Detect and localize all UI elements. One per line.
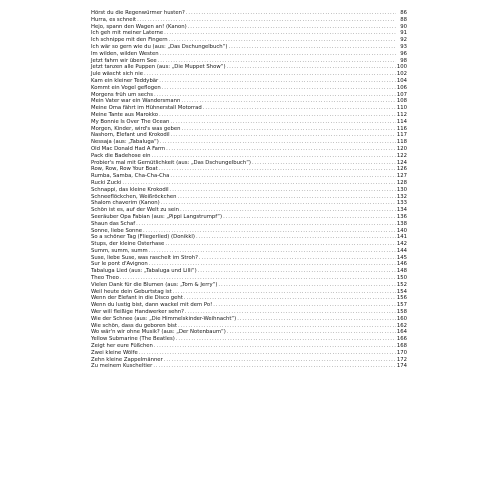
dot-leader xyxy=(149,261,396,268)
toc-entry xyxy=(91,194,407,201)
toc-entry xyxy=(91,166,407,173)
page-number: 126 xyxy=(396,166,407,173)
entry-title: Nessaja (aus: „Tabaluga“) xyxy=(91,139,159,146)
page-number: 122 xyxy=(396,152,407,159)
entry-title: Zehn kleine Zappelmänner xyxy=(91,356,163,363)
dot-leader xyxy=(136,221,396,228)
dot-leader xyxy=(160,139,396,146)
page-number: 148 xyxy=(396,268,407,275)
dot-leader xyxy=(160,51,396,58)
page-number: 112 xyxy=(396,111,407,118)
toc-entry xyxy=(91,228,407,235)
toc-entry xyxy=(91,44,407,51)
page-number: 96 xyxy=(400,50,407,57)
page-number: 146 xyxy=(396,261,407,268)
page-number: 141 xyxy=(396,234,407,241)
toc-entry xyxy=(91,207,407,214)
page-number: 174 xyxy=(396,363,407,370)
entry-title: Shalom chaverim (Kanon) xyxy=(91,200,160,207)
dot-leader xyxy=(122,180,396,187)
dot-leader xyxy=(227,64,396,71)
dot-leader xyxy=(158,58,396,65)
toc-entry xyxy=(91,221,407,228)
entry-title: Wenn der Elefant in die Disco geht xyxy=(91,295,183,302)
page-number: 133 xyxy=(396,200,407,207)
entry-title: Weil heute dein Geburtstag ist xyxy=(91,288,172,295)
dot-leader xyxy=(120,275,396,282)
dot-leader xyxy=(169,37,396,44)
toc-entry xyxy=(91,268,407,275)
toc-entry xyxy=(91,302,407,309)
dot-leader xyxy=(177,194,395,201)
toc-entry xyxy=(91,160,407,167)
toc-entry xyxy=(91,51,407,58)
entry-title: Ich schnippe mit den Fingern xyxy=(91,37,168,44)
dot-leader xyxy=(154,343,396,350)
page-number: 114 xyxy=(396,118,407,125)
dot-leader xyxy=(144,71,396,78)
entry-title: Wie der Schnee (aus: „Die Himmelskinder-Weihnacht“) xyxy=(91,315,237,322)
toc-entry xyxy=(91,98,407,105)
toc-entry xyxy=(91,92,407,99)
dot-leader xyxy=(139,350,396,357)
toc-entry xyxy=(91,357,407,364)
toc-entry xyxy=(91,24,407,31)
page-number: 117 xyxy=(396,132,407,139)
page-number: 138 xyxy=(396,220,407,227)
entry-title: Jetzt fahrn wir übern See xyxy=(91,57,157,64)
toc-entry xyxy=(91,214,407,221)
toc-entry xyxy=(91,10,407,17)
entry-title: Ich wär so gern wie du (aus: „Das Dschungelbuch“) xyxy=(91,43,228,50)
dot-leader xyxy=(223,214,396,221)
dot-leader xyxy=(152,153,396,160)
entry-title: So a schöner Tag (Fliegerlied) (Donikkl) xyxy=(91,234,195,241)
page-number: 110 xyxy=(396,105,407,112)
page-number: 144 xyxy=(396,247,407,254)
entry-title: Jule wäscht sich nie xyxy=(91,71,143,78)
entry-title: Mein Vater war ein Wandersmann xyxy=(91,98,181,105)
toc-entry xyxy=(91,248,407,255)
entry-title: Kommt ein Vogel geflogen xyxy=(91,84,161,91)
page-number: 124 xyxy=(396,159,407,166)
entry-title: Seeräuber Opa Fabian (aus: „Pippi Langstrumpf“) xyxy=(91,213,223,220)
toc-entry xyxy=(91,37,407,44)
dot-leader xyxy=(218,282,395,289)
toc-entry xyxy=(91,316,407,323)
dot-leader xyxy=(180,207,396,214)
toc-entry xyxy=(91,336,407,343)
page-number: 102 xyxy=(396,71,407,78)
toc-entry xyxy=(91,261,407,268)
page-number: 130 xyxy=(396,186,407,193)
dot-leader xyxy=(213,302,396,309)
entry-title: Rumba, Samba, Cha-Cha-Cha xyxy=(91,173,170,180)
dot-leader xyxy=(137,17,396,24)
entry-title: Probier's mal mit Gemütlichkeit (aus: „Das Dschungelbuch“) xyxy=(91,159,252,166)
entry-title: Pack die Badehose ein xyxy=(91,152,151,159)
dot-leader xyxy=(203,105,396,112)
dot-leader xyxy=(170,119,396,126)
page-number: 145 xyxy=(396,254,407,261)
dot-leader xyxy=(237,316,396,323)
toc-entry xyxy=(91,241,407,248)
toc-entry xyxy=(91,105,407,112)
dot-leader xyxy=(161,200,396,207)
entry-title: My Bonnie Is Over The Ocean xyxy=(91,118,170,125)
toc-entry xyxy=(91,112,407,119)
entry-title: Shaun das Schaf xyxy=(91,220,136,227)
dot-leader xyxy=(184,295,396,302)
entry-title: Zu meinem Kuscheltier xyxy=(91,363,153,370)
page-number: 90 xyxy=(400,23,407,30)
entry-title: Wenn du lustig bist, dann wackel mit dem Po! xyxy=(91,302,213,309)
page-number: 150 xyxy=(396,275,407,282)
page-number: 152 xyxy=(396,281,407,288)
dot-leader xyxy=(178,323,396,330)
dot-leader xyxy=(170,173,395,180)
dot-leader xyxy=(164,357,396,364)
page-number: 157 xyxy=(396,302,407,309)
toc-entry xyxy=(91,153,407,160)
toc-entry xyxy=(91,350,407,357)
entry-title: Rucki Zucki xyxy=(91,179,122,186)
page-number: 140 xyxy=(396,227,407,234)
dot-leader xyxy=(252,160,396,167)
page-number: 172 xyxy=(396,356,407,363)
entry-title: Wo wär'n wir ohne Musik? (aus: „Der Notenbaum“) xyxy=(91,329,226,336)
dot-leader xyxy=(159,78,396,85)
entry-title: Meine Tante aus Marokko xyxy=(91,111,158,118)
toc-entry xyxy=(91,295,407,302)
dot-leader xyxy=(165,241,396,248)
entry-title: Tabaluga Lied (aus: „Tabaluga und Lilli“) xyxy=(91,268,197,275)
page-number: 128 xyxy=(396,179,407,186)
page-number: 160 xyxy=(396,315,407,322)
toc-entry xyxy=(91,363,407,370)
toc-entry xyxy=(91,146,407,153)
dot-leader xyxy=(170,187,396,194)
toc-entry xyxy=(91,289,407,296)
entry-title: Summ, summ, summ xyxy=(91,247,148,254)
entry-title: Im wilden, wilden Westen xyxy=(91,50,159,57)
table-of-contents xyxy=(91,10,407,370)
dot-leader xyxy=(186,10,396,17)
entry-title: Sonne, liebe Sonne xyxy=(91,227,143,234)
toc-entry xyxy=(91,71,407,78)
page-number: 104 xyxy=(396,77,407,84)
page-number: 170 xyxy=(396,349,407,356)
toc-entry xyxy=(91,187,407,194)
page-number: 164 xyxy=(396,329,407,336)
dot-leader xyxy=(166,146,396,153)
entry-title: Schön ist es, auf der Welt zu sein xyxy=(91,207,180,214)
page-number: 108 xyxy=(396,98,407,105)
page-number: 142 xyxy=(396,241,407,248)
dot-leader xyxy=(153,363,396,370)
page-number: 98 xyxy=(400,57,407,64)
dot-leader xyxy=(228,44,396,51)
entry-title: Ich geh mit meiner Laterne xyxy=(91,30,164,37)
page-number: 91 xyxy=(400,30,407,37)
dot-leader xyxy=(188,24,396,31)
entry-title: Kam ein kleiner Teddybär xyxy=(91,77,159,84)
page-number: 162 xyxy=(396,322,407,329)
toc-entry xyxy=(91,309,407,316)
toc-entry xyxy=(91,282,407,289)
page-number: 120 xyxy=(396,145,407,152)
entry-title: Morgens früh um sechs xyxy=(91,91,154,98)
dot-leader xyxy=(143,228,396,235)
page-number: 118 xyxy=(396,139,407,146)
toc-entry xyxy=(91,85,407,92)
dot-leader xyxy=(173,289,396,296)
page-number: 156 xyxy=(396,295,407,302)
page-number: 100 xyxy=(396,64,407,71)
entry-title: Yellow Submarine (The Beatles) xyxy=(91,336,175,343)
dot-leader xyxy=(154,92,396,99)
toc-entry xyxy=(91,255,407,262)
entry-title: Jetzt tanzen alle Puppen (aus: „Die Muppet Show“) xyxy=(91,64,226,71)
toc-entry xyxy=(91,329,407,336)
entry-title: Wie schön, dass du geboren bist xyxy=(91,322,177,329)
toc-entry xyxy=(91,132,407,139)
entry-title: Old Mac Donald Had A Farm xyxy=(91,145,166,152)
dot-leader xyxy=(227,329,396,336)
dot-leader xyxy=(185,309,396,316)
entry-title: Vielen Dank für die Blumen (aus: „Tom & Jerry“) xyxy=(91,281,218,288)
toc-entry xyxy=(91,234,407,241)
page-number: 134 xyxy=(396,207,407,214)
dot-leader xyxy=(199,255,396,262)
entry-title: Nashorn, Elefant und Krokodil xyxy=(91,132,170,139)
page-number: 92 xyxy=(400,37,407,44)
dot-leader xyxy=(164,30,396,37)
entry-title: Sur le pont d'Avignon xyxy=(91,261,148,268)
page-number: 132 xyxy=(396,193,407,200)
dot-leader xyxy=(159,166,396,173)
page-number: 93 xyxy=(400,43,407,50)
dot-leader xyxy=(176,336,396,343)
page-number: 106 xyxy=(396,84,407,91)
toc-entry xyxy=(91,139,407,146)
entry-title: Morgen, Kinder, wird's was geben xyxy=(91,125,181,132)
entry-title: Stups, der kleine Osterhase xyxy=(91,241,165,248)
page-number: 166 xyxy=(396,336,407,343)
dot-leader xyxy=(198,268,396,275)
entry-title: Hejo, spann den Wagen an! (Kanon) xyxy=(91,23,187,30)
dot-leader xyxy=(162,85,396,92)
page-number: 88 xyxy=(400,16,407,23)
entry-title: Row, Row, Row Your Boat xyxy=(91,166,158,173)
dot-leader xyxy=(181,98,395,105)
page-number: 116 xyxy=(396,125,407,132)
toc-entry xyxy=(91,78,407,85)
entry-title: Zwei kleine Wölfe xyxy=(91,349,138,356)
toc-entry xyxy=(91,173,407,180)
toc-entry xyxy=(91,58,407,65)
entry-title: Meine Oma fährt im Hühnerstall Motorrad xyxy=(91,105,202,112)
page-number: 127 xyxy=(396,173,407,180)
dot-leader xyxy=(159,112,396,119)
entry-title: Zeigt her eure Füßchen xyxy=(91,343,153,350)
toc-entry xyxy=(91,275,407,282)
toc-entry xyxy=(91,200,407,207)
toc-entry xyxy=(91,119,407,126)
page-number: 86 xyxy=(400,10,407,16)
entry-title: Suse, liebe Suse, was raschelt im Stroh? xyxy=(91,254,198,261)
toc-entry xyxy=(91,180,407,187)
toc-entry xyxy=(91,64,407,71)
dot-leader xyxy=(181,126,395,133)
entry-title: Wer will fleißige Handwerker sehn? xyxy=(91,309,184,316)
page-number: 158 xyxy=(396,309,407,316)
dot-leader xyxy=(149,248,396,255)
page-number: 136 xyxy=(396,213,407,220)
page-number: 154 xyxy=(396,288,407,295)
entry-title: Theo Theo xyxy=(91,275,119,282)
entry-title: Schneeflöckchen, Weißröckchen xyxy=(91,193,177,200)
dot-leader xyxy=(196,234,396,241)
page-number: 168 xyxy=(396,343,407,350)
entry-title: Hurra, es schneit xyxy=(91,16,137,23)
toc-entry xyxy=(91,126,407,133)
page-number: 107 xyxy=(396,91,407,98)
entry-title: Schnappi, das kleine Krokodil xyxy=(91,186,169,193)
toc-entry xyxy=(91,323,407,330)
toc-entry xyxy=(91,343,407,350)
toc-entry xyxy=(91,17,407,24)
entry-title: Hörst du die Regenwürmer husten? xyxy=(91,10,185,16)
dot-leader xyxy=(171,132,396,139)
toc-entry xyxy=(91,30,407,37)
